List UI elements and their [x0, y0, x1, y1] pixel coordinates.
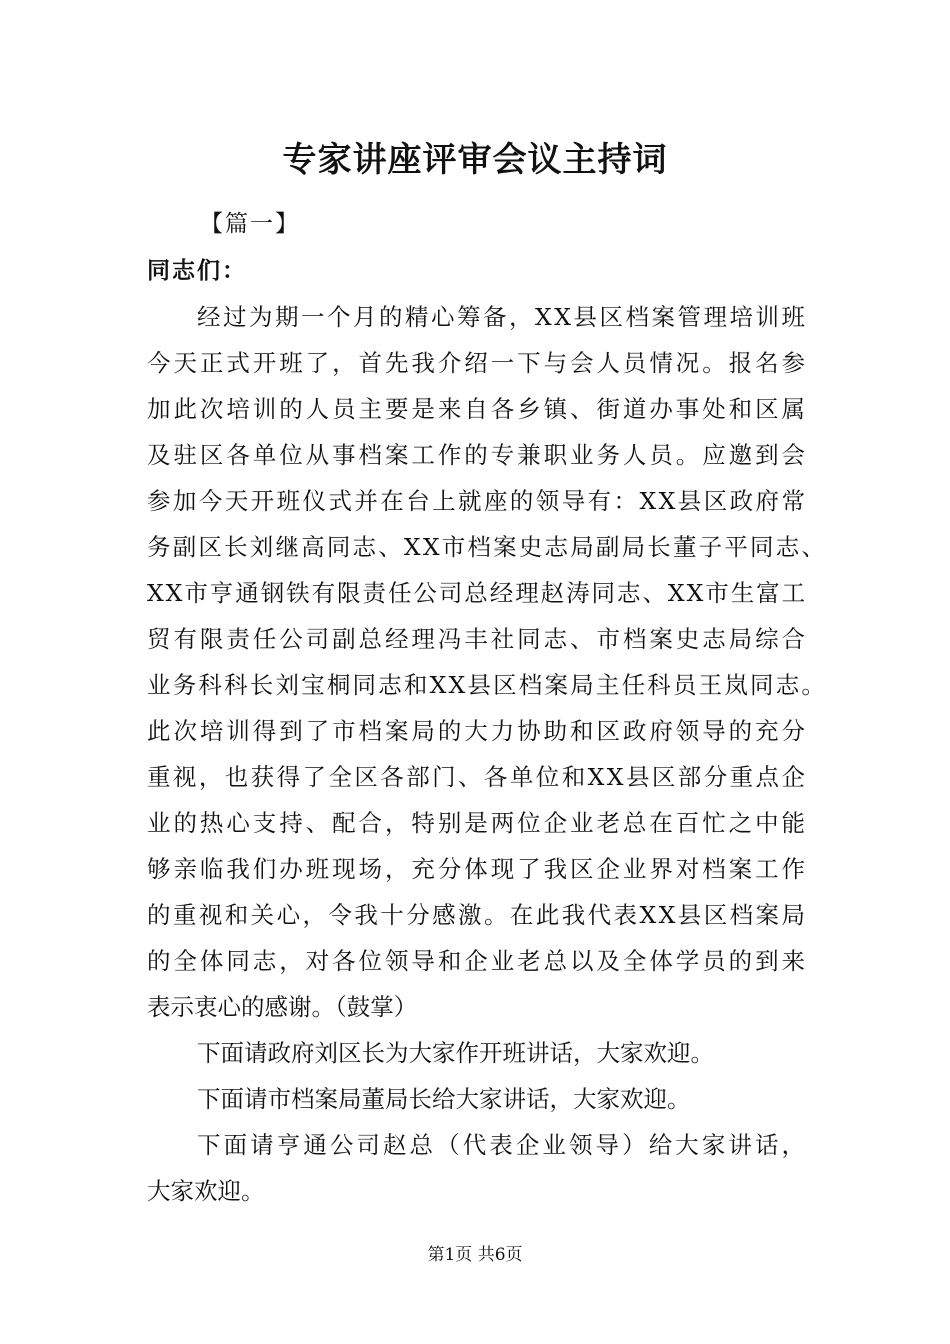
paragraph-line: 重视，也获得了全区各部门、各单位和XX县区部分重点企	[147, 763, 808, 791]
paragraph-line: 加此次培训的人员主要是来自各乡镇、街道办事处和区属	[147, 395, 808, 423]
paragraph-line: 此次培训得到了市档案局的大力协助和区政府领导的充分	[147, 717, 808, 745]
section-mark: 【篇一】	[200, 211, 300, 237]
paragraph-line: 大家欢迎。	[147, 1177, 265, 1205]
paragraph-line: 今天正式开班了，首先我介绍一下与会人员情况。报名参	[147, 349, 808, 377]
paragraph-line: 贸有限责任公司副总经理冯丰社同志、市档案史志局综合	[147, 625, 808, 653]
paragraph-line: 务副区长刘继高同志、XX市档案史志局副局长董子平同志、	[147, 533, 828, 561]
paragraph-line: 的全体同志，对各位领导和企业老总以及全体学员的到来	[147, 947, 808, 975]
paragraph-line: 下面请亨通公司赵总（代表企业领导）给大家讲话，	[197, 1131, 809, 1159]
paragraph-line: XX市亨通钢铁有限责任公司总经理赵涛同志、XX市生富工	[147, 579, 808, 607]
paragraph-line: 业的热心支持、配合，特别是两位企业老总在百忙之中能	[147, 809, 808, 837]
paragraph-line: 够亲临我们办班现场，充分体现了我区企业界对档案工作	[147, 855, 808, 883]
salutation: 同志们：	[147, 257, 247, 284]
paragraph-line: 业务科科长刘宝桐同志和XX县区档案局主任科员王岚同志。	[147, 671, 828, 699]
paragraph-line: 的重视和关心，令我十分感激。在此我代表XX县区档案局	[147, 901, 808, 929]
paragraph-line: 经过为期一个月的精心筹备，XX县区档案管理培训班	[197, 303, 808, 331]
paragraph-line: 及驻区各单位从事档案工作的专兼职业务人员。应邀到会	[147, 441, 808, 469]
paragraph-2: 下面请政府刘区长为大家作开班讲话，大家欢迎。	[197, 1039, 714, 1067]
page-footer: 第1页 共6页	[427, 1245, 523, 1265]
paragraph-line: 表示衷心的感谢。（鼓掌）	[147, 993, 418, 1021]
document-title: 专家讲座评审会议主持词	[282, 140, 668, 180]
paragraph-3: 下面请市档案局董局长给大家讲话，大家欢迎。	[197, 1085, 691, 1113]
paragraph-line: 参加今天开班仪式并在台上就座的领导有：XX县区政府常	[147, 487, 808, 515]
